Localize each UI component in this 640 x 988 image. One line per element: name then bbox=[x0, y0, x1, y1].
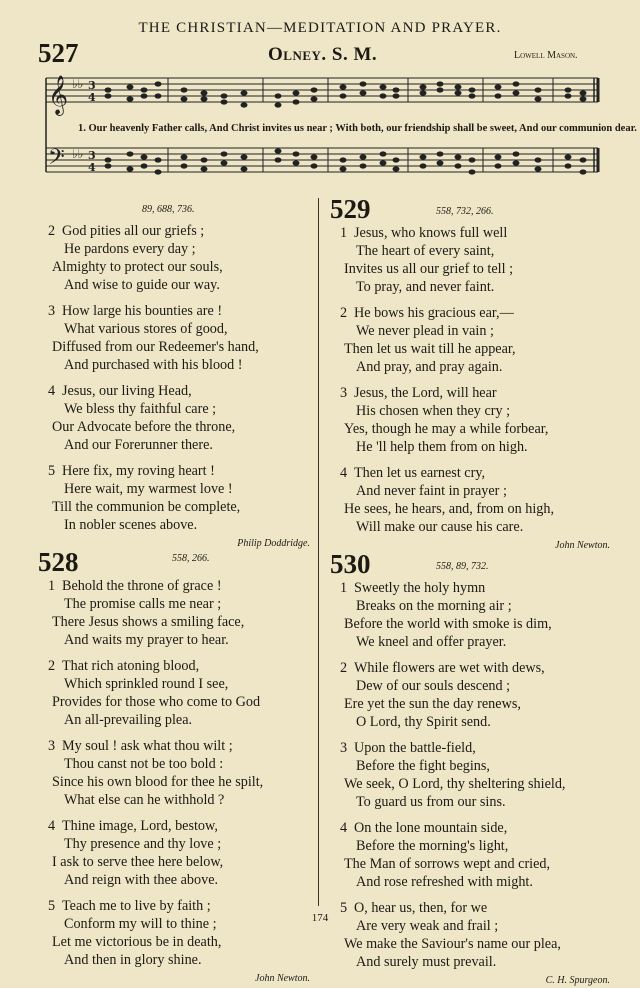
column-divider bbox=[318, 198, 319, 906]
stanza: 2 God pities all our griefs ; He pardons every day ; Almighty to protect our souls, And wise to guide our way. bbox=[48, 223, 223, 293]
svg-text:4: 4 bbox=[88, 91, 96, 104]
stanza: 1 Behold the throne of grace ! The promise calls me near ; There Jesus shows a smiling face, And waits my prayer to hear. bbox=[48, 578, 245, 648]
tune-reference: 558, 89, 732. bbox=[436, 561, 489, 572]
svg-text:♭♭: ♭♭ bbox=[72, 77, 84, 91]
stanza: 4 On the lone mountain side, Before the morning's light, The Man of sorrows wept and cried, And rose refreshed with might. bbox=[340, 820, 551, 890]
hymn-527-continued bbox=[38, 204, 310, 549]
stanza: 2 While flowers are wet with dews, Dew of our souls descend ; Ere yet the sun the day renews, O Lord, thy Spirit send. bbox=[340, 660, 545, 730]
svg-text:𝄞: 𝄞 bbox=[48, 75, 69, 115]
stanza: 2 He bows his gracious ear,— We never plead in vain ; Then let us wait till he appear, And pray, and pray again. bbox=[340, 305, 516, 375]
author-credit: John Newton. bbox=[255, 973, 310, 984]
tune-reference: 558, 732, 266. bbox=[436, 206, 494, 217]
stanza: 3 Jesus, the Lord, will hear His chosen when they cry ; Yes, though he may a while forbear, He 'll help them from on high. bbox=[340, 385, 549, 455]
page-number: 174 bbox=[311, 912, 329, 924]
right-column bbox=[330, 194, 610, 988]
first-stanza-lyrics: 1. Our heavenly Father calls, And Christ invites us near ; With both, our friendship shall be sweet, And our communion dear. bbox=[78, 123, 637, 134]
stanza: 5 Teach me to live by faith ; Conform my will to thine ; Let me victorious be in death, And then in glory shine. bbox=[48, 898, 222, 968]
svg-text:𝄢: 𝄢 bbox=[48, 145, 65, 175]
hymn-529 bbox=[330, 194, 610, 551]
author-credit: Philip Doddridge. bbox=[237, 538, 310, 549]
stanza: 3 My soul ! ask what thou wilt ; Thou canst not be too bold : Since his own blood for thee he spilt, What else can he withhold ? bbox=[48, 738, 264, 808]
hymn-number: 529 bbox=[330, 194, 371, 224]
stanza: 5 O, hear us, then, for we Are very weak and frail ; We make the Saviour's name our plea, And surely must prevail. bbox=[340, 900, 561, 970]
svg-text:3: 3 bbox=[88, 149, 96, 162]
stanza: 3 Upon the battle-field, Before the fight begins, We seek, O Lord, thy sheltering shield, To guard us from our sins. bbox=[340, 740, 566, 810]
hymn-number: 530 bbox=[330, 549, 371, 579]
svg-text:3: 3 bbox=[88, 79, 96, 92]
tune-number: 527 bbox=[38, 38, 79, 68]
composer-credit: Lowell Mason. bbox=[514, 50, 578, 61]
stanza: 2 That rich atoning blood, Which sprinkled round I see, Provides for those who come to God An all-prevailing plea. bbox=[48, 658, 261, 728]
hymn-number: 528 bbox=[38, 547, 79, 577]
tune-title: Olney. S. M. bbox=[268, 44, 378, 65]
tune-reference: 89, 688, 736. bbox=[142, 204, 195, 215]
author-credit: C. H. Spurgeon. bbox=[545, 975, 610, 986]
stanza: 4 Jesus, our living Head, We bless thy faithful care ; Our Advocate before the throne, And our Forerunner there. bbox=[48, 383, 236, 453]
stanza: 1 Jesus, who knows full well The heart of every saint, Invites us all our grief to tell ; To pray, and never faint. bbox=[340, 225, 514, 295]
running-head: THE CHRISTIAN—MEDITATION AND PRAYER. bbox=[138, 20, 502, 36]
stanza: 4 Then let us earnest cry, And never faint in prayer ; He sees, he hears, and, from on high, Will make our cause his care. bbox=[340, 465, 554, 535]
svg-text:♭♭: ♭♭ bbox=[72, 147, 84, 161]
svg-text:4: 4 bbox=[88, 161, 96, 174]
stanza: 4 Thine image, Lord, bestow, Thy presence and thy love ; I ask to serve thee here below, And reign with thee above. bbox=[48, 818, 224, 888]
stanza: 3 How large his bounties are ! What various stores of good, Diffused from our Redeemer's hand, And purchased with his blood ! bbox=[48, 303, 259, 373]
tune-reference: 558, 266. bbox=[172, 553, 210, 564]
left-column bbox=[38, 204, 310, 986]
stanza: 5 Here fix, my roving heart ! Here wait, my warmest love ! Till the communion be complete, In nobler scenes above. bbox=[48, 463, 241, 533]
author-credit: John Newton. bbox=[555, 540, 610, 551]
stanza: 1 Sweetly the holy hymn Breaks on the morning air ; Before the world with smoke is dim, We kneel and offer prayer. bbox=[340, 580, 552, 650]
